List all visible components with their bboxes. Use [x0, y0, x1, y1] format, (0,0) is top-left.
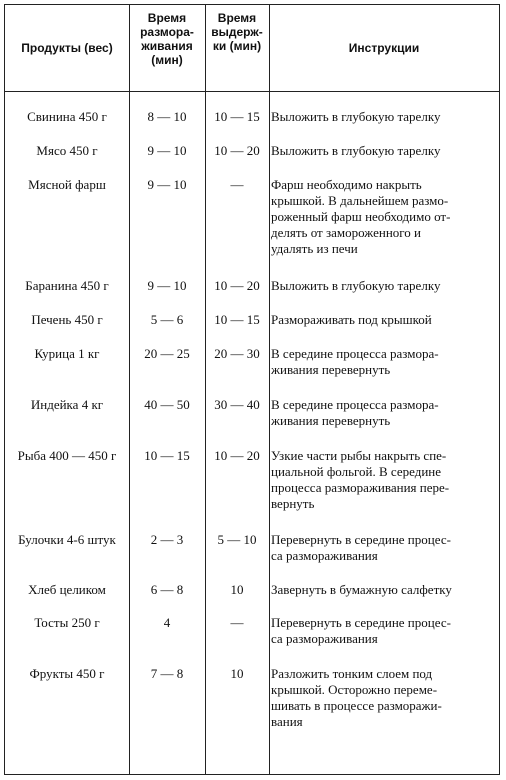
instruction-line: делять от замороженного и: [271, 225, 421, 240]
instruction-line: вания: [271, 714, 303, 729]
instruction-cell: [271, 532, 497, 564]
instruction-line: живания перевернуть: [271, 362, 391, 377]
product-cell: Мясо 450 г: [36, 143, 98, 158]
instruction-cell: [271, 109, 497, 125]
instruction-line: са размораживания: [271, 631, 378, 646]
hold-time-cell: —: [230, 177, 244, 192]
hold-time-cell: 10 — 15: [214, 109, 260, 124]
product-cell: Хлеб целиком: [28, 582, 106, 597]
thaw-time-cell: 9 — 10: [147, 143, 187, 158]
thaw-time-cell: 4: [163, 615, 171, 630]
product-cell: Печень 450 г: [31, 312, 103, 327]
header-thaw-line: разморa-: [140, 25, 194, 39]
thaw-time-cell: 7 — 8: [150, 666, 184, 681]
header-product: [5, 5, 129, 91]
thaw-time-cell: 2 — 3: [150, 532, 184, 547]
instruction-line: Выложить в глубокую тарелку: [271, 278, 441, 293]
header-hold-line: выдерж-: [211, 25, 263, 39]
instruction-cell: [271, 143, 497, 159]
product-cell: Фрукты 450 г: [29, 666, 105, 681]
instruction-line: циальной фольгой. В середине: [271, 464, 442, 479]
instruction-line: Фарш необходимо накрыть: [271, 177, 422, 192]
hold-time-cell: —: [230, 615, 244, 630]
hold-time-cell: 10 — 20: [214, 278, 260, 293]
header-thaw-time: [129, 5, 205, 91]
product-cell: Тосты 250 г: [34, 615, 100, 630]
instruction-line: крышкой. Осторожно переме-: [271, 682, 438, 697]
header-thaw-line: Время: [147, 11, 187, 25]
product-cell: Курица 1 кг: [34, 346, 100, 361]
instruction-line: Узкие части рыбы накрыть спе-: [271, 448, 447, 463]
instruction-line: са размораживания: [271, 548, 378, 563]
product-cell: Индейка 4 кг: [30, 397, 104, 412]
hold-time-cell: 10 — 20: [214, 448, 260, 463]
instruction-cell: [271, 615, 497, 647]
thaw-time-cell: 5 — 6: [150, 312, 184, 327]
instruction-line: роженный фарш необходимо от-: [271, 209, 451, 224]
hold-time-cell: 10 — 20: [214, 143, 260, 158]
thaw-time-cell: 8 — 10: [147, 109, 187, 124]
header-product-label: Продукты (вес): [21, 41, 113, 55]
instruction-line: В середине процесса размора-: [271, 346, 439, 361]
instruction-line: процесса размораживания пере-: [271, 480, 450, 495]
instruction-line: Перевернуть в середине процес-: [271, 532, 451, 547]
header-hold-line: Время: [217, 11, 257, 25]
product-cell: Мясной фарш: [28, 177, 106, 192]
product-cell: Баранина 450 г: [25, 278, 109, 293]
instruction-line: Размораживать под крышкой: [271, 312, 432, 327]
instruction-line: В середине процесса размора-: [271, 397, 439, 412]
header-instructions-label: Инструкции: [348, 41, 420, 55]
instruction-line: Выложить в глубокую тарелку: [271, 143, 441, 158]
instruction-line: Выложить в глубокую тарелку: [271, 109, 441, 124]
thaw-time-cell: 10 — 15: [144, 448, 190, 463]
hold-time-cell: 5 — 10: [217, 532, 257, 547]
header-instructions: [269, 5, 499, 91]
header-thaw-line: живания: [141, 39, 193, 53]
header-thaw-line: (мин): [151, 53, 183, 67]
instruction-cell: [271, 448, 497, 512]
instruction-cell: [271, 278, 497, 294]
thaw-time-cell: 40 — 50: [144, 397, 190, 412]
instruction-line: Перевернуть в середине процес-: [271, 615, 451, 630]
instruction-line: вернуть: [271, 496, 315, 511]
hold-time-cell: 10: [230, 582, 244, 597]
header-divider: [5, 91, 499, 92]
header-hold-time: [205, 5, 269, 91]
thaw-time-cell: 6 — 8: [150, 582, 184, 597]
hold-time-cell: 10 — 15: [214, 312, 260, 327]
instruction-line: крышкой. В дальнейшем размо-: [271, 193, 449, 208]
thaw-time-cell: 9 — 10: [147, 278, 187, 293]
product-cell: Рыба 400 — 450 г: [17, 448, 117, 463]
header-hold-line: ки (мин): [212, 39, 262, 53]
hold-time-cell: 10: [230, 666, 244, 681]
instruction-line: удалять из печи: [271, 241, 358, 256]
instruction-cell: [271, 346, 497, 378]
instruction-cell: [271, 666, 497, 730]
hold-time-cell: 20 — 30: [214, 346, 260, 361]
column-divider: [269, 5, 270, 774]
product-cell: Свинина 450 г: [27, 109, 107, 124]
instruction-cell: [271, 582, 497, 598]
instruction-line: шивать в процессе разморажи-: [271, 698, 442, 713]
product-cell: Булочки 4-6 штук: [18, 532, 116, 547]
instruction-line: живания перевернуть: [271, 413, 391, 428]
thaw-time-cell: 9 — 10: [147, 177, 187, 192]
instruction-line: Разложить тонким слоем под: [271, 666, 433, 681]
hold-time-cell: 30 — 40: [214, 397, 260, 412]
instruction-cell: [271, 397, 497, 429]
instruction-cell: [271, 312, 497, 328]
defrost-table: [4, 4, 500, 775]
instruction-line: Завернуть в бумажную салфетку: [271, 582, 452, 597]
instruction-cell: [271, 177, 497, 257]
thaw-time-cell: 20 — 25: [144, 346, 190, 361]
